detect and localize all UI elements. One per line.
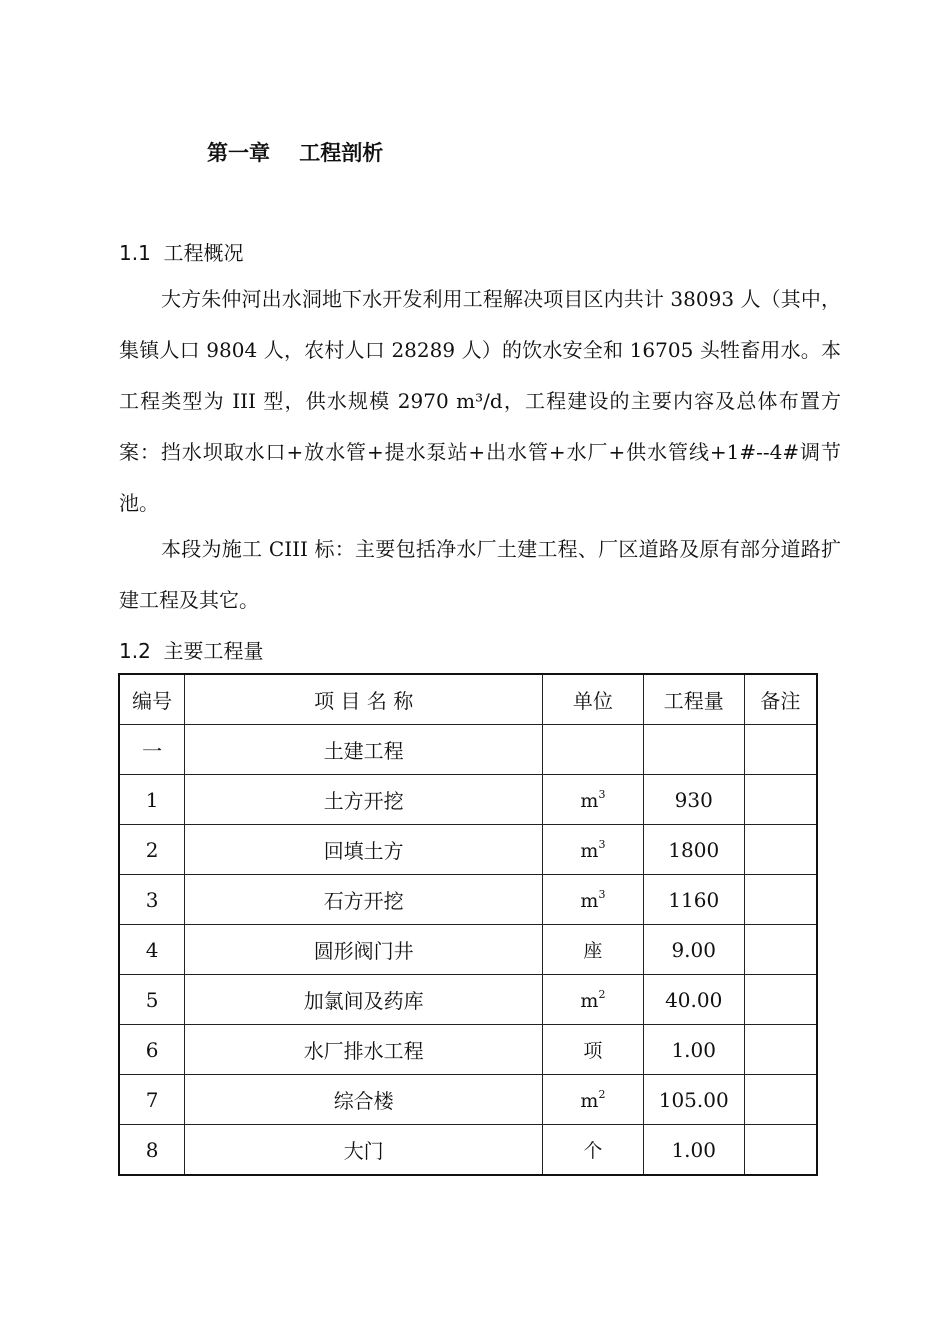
cell-quantity-text: 1800 xyxy=(668,837,720,862)
unit-text: m xyxy=(580,1089,599,1112)
cell-no xyxy=(119,975,185,1025)
cell-quantity-text: 930 xyxy=(674,787,713,812)
table-body xyxy=(119,725,817,1176)
header-no: 编号 xyxy=(119,674,185,725)
cell-name xyxy=(185,775,543,825)
cell-name xyxy=(185,1125,543,1176)
cell-no-text: 4 xyxy=(145,937,159,962)
unit-superscript: 3 xyxy=(598,837,606,851)
cell-name-text: 土建工程 xyxy=(323,739,404,763)
cell-note xyxy=(744,925,817,975)
cell-no-text: 3 xyxy=(145,887,159,912)
unit-text: 项 xyxy=(583,1040,603,1062)
table-row xyxy=(119,1125,817,1176)
cell-unit xyxy=(543,825,644,875)
cell-unit xyxy=(543,1075,644,1125)
cell-quantity-text: 105.00 xyxy=(658,1087,729,1112)
cell-no-text: 8 xyxy=(145,1137,159,1162)
cell-no xyxy=(119,1025,185,1075)
header-name: 项 目 名 称 xyxy=(185,674,543,725)
cell-note xyxy=(744,1025,817,1075)
cell-unit xyxy=(543,1025,644,1075)
cell-quantity xyxy=(643,1025,744,1075)
cell-no xyxy=(119,825,185,875)
quantities-table xyxy=(118,673,818,1176)
unit-text: 座 xyxy=(583,940,603,962)
cell-name-text: 大门 xyxy=(343,1139,384,1163)
cell-name xyxy=(185,1075,543,1125)
cell-quantity-text: 1.00 xyxy=(671,1137,716,1162)
cell-name-text: 加氯间及药库 xyxy=(303,989,424,1013)
cell-note xyxy=(744,975,817,1025)
cell-unit xyxy=(543,725,644,775)
cell-name xyxy=(185,875,543,925)
cell-quantity xyxy=(643,775,744,825)
cell-name xyxy=(185,925,543,975)
cell-note xyxy=(744,875,817,925)
unit-superscript: 2 xyxy=(598,1087,606,1101)
cell-name xyxy=(185,725,543,775)
cell-unit xyxy=(543,875,644,925)
cell-name-text: 回填土方 xyxy=(323,839,404,863)
cell-no-text: 6 xyxy=(145,1037,159,1062)
unit-text: m xyxy=(580,889,599,912)
cell-quantity xyxy=(643,1075,744,1125)
unit-text: m xyxy=(580,839,599,862)
cell-quantity-text: 1160 xyxy=(668,887,720,912)
cell-note xyxy=(744,725,817,775)
cell-quantity-text: 1.00 xyxy=(671,1037,716,1062)
table-row xyxy=(119,775,817,825)
cell-no xyxy=(119,1125,185,1176)
cell-no xyxy=(119,725,185,775)
table-row xyxy=(119,875,817,925)
cell-name-text: 水厂排水工程 xyxy=(303,1039,424,1063)
cell-note xyxy=(744,1075,817,1125)
cell-quantity xyxy=(643,875,744,925)
cell-quantity-text: 9.00 xyxy=(671,937,716,962)
table-header-row xyxy=(119,674,817,725)
cell-unit xyxy=(543,1125,644,1176)
unit-text: m xyxy=(580,789,599,812)
cell-no-text: 1 xyxy=(145,787,159,812)
chapter-title: 第一章 工程剖析 xyxy=(207,141,384,165)
unit-superscript: 3 xyxy=(598,887,606,901)
cell-no xyxy=(119,1075,185,1125)
cell-quantity xyxy=(643,925,744,975)
table-row xyxy=(119,1025,817,1075)
cell-name-text: 土方开挖 xyxy=(323,789,404,813)
header-note: 备注 xyxy=(744,674,817,725)
cell-name-text: 综合楼 xyxy=(333,1089,394,1113)
cell-quantity-text: 40.00 xyxy=(665,987,723,1012)
cell-quantity xyxy=(643,825,744,875)
table-row xyxy=(119,725,817,775)
unit-text: m xyxy=(580,989,599,1012)
table-row xyxy=(119,1075,817,1125)
section-heading-quantities: 1.2 主要工程量 xyxy=(119,639,264,663)
cell-note xyxy=(744,1125,817,1176)
cell-quantity xyxy=(643,975,744,1025)
table-row xyxy=(119,975,817,1025)
cell-unit xyxy=(543,975,644,1025)
cell-no-text: 7 xyxy=(145,1087,159,1112)
cell-no xyxy=(119,875,185,925)
cell-name xyxy=(185,975,543,1025)
header-quantity: 工程量 xyxy=(643,674,744,725)
section-heading-overview: 1.1 工程概况 xyxy=(119,241,244,265)
cell-name-text: 圆形阀门井 xyxy=(313,939,414,963)
cell-no-text: 5 xyxy=(145,987,159,1012)
unit-superscript: 3 xyxy=(598,787,606,801)
cell-quantity xyxy=(643,725,744,775)
cell-note xyxy=(744,825,817,875)
unit-superscript: 2 xyxy=(598,987,606,1001)
scope-paragraph: 本段为施工 CIII 标：主要包括净水厂土建工程、厂区道路及原有部分道路扩建工程及其它。 xyxy=(119,537,841,612)
unit-text: 个 xyxy=(583,1140,603,1162)
table-row xyxy=(119,925,817,975)
header-unit: 单位 xyxy=(543,674,644,725)
cell-no-text: 2 xyxy=(145,837,159,862)
overview-paragraph: 大方朱仲河出水洞地下水开发利用工程解决项目区内共计 38093 人（其中，集镇人口 9804 人，农村人口 28289 人）的饮水安全和 16705 头牲畜用水。本工程类型为 III 型，供水规模 2970 m³/d，工程建设的主要内容及总体布置方案：挡水坝取水口+放水管+提水泵站+出水管+水厂+供水管线+1#--4#调节池。 xyxy=(119,287,841,515)
cell-no xyxy=(119,775,185,825)
table-row xyxy=(119,825,817,875)
cell-name xyxy=(185,825,543,875)
cell-quantity xyxy=(643,1125,744,1176)
cell-name xyxy=(185,1025,543,1075)
cell-name-text: 石方开挖 xyxy=(323,889,404,913)
cell-note xyxy=(744,775,817,825)
cell-unit xyxy=(543,775,644,825)
cell-unit xyxy=(543,925,644,975)
cell-no xyxy=(119,925,185,975)
cell-no-text: 一 xyxy=(142,739,163,763)
